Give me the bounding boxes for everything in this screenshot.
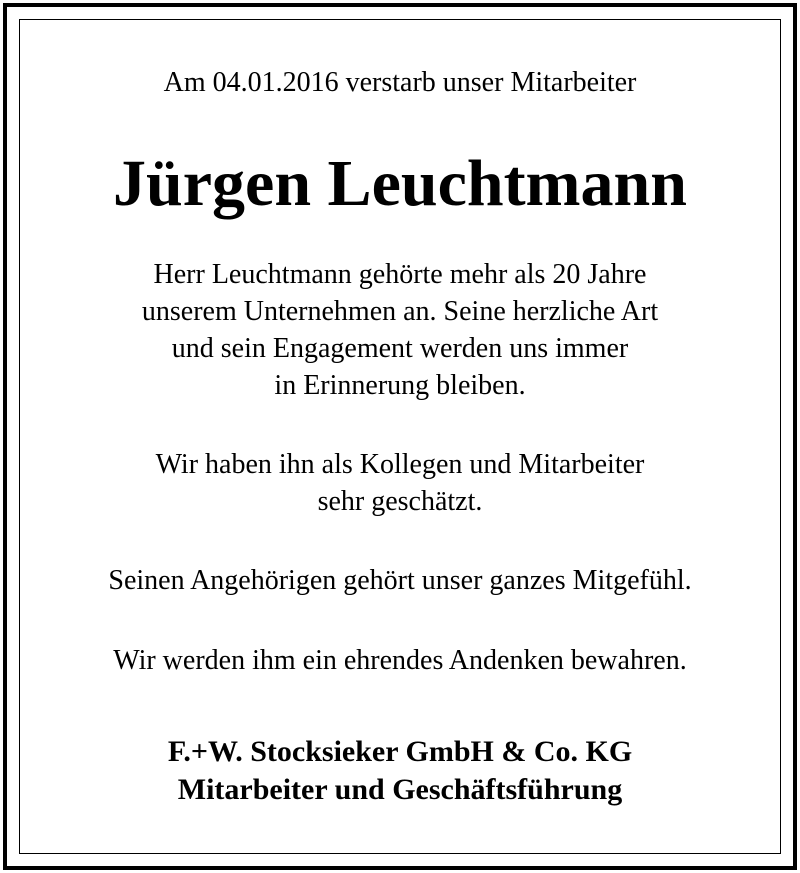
tribute-line: Herr Leuchtmann gehörte mehr als 20 Jahre	[153, 259, 647, 290]
appreciation-line: Wir haben ihn als Kollegen und Mitarbeiter	[155, 449, 645, 480]
deceased-name: Jürgen Leuchtmann	[113, 147, 687, 220]
company-name: F.+W. Stocksieker GmbH & Co. KG	[167, 735, 633, 768]
condolence-text: Seinen Angehörigen gehört unser ganzes Mitgefühl.	[108, 565, 692, 596]
appreciation-paragraph	[0, 446, 800, 520]
appreciation-line: sehr geschätzt.	[317, 486, 483, 517]
tribute-line: und sein Engagement werden uns immer	[171, 333, 629, 364]
intro-text: Am 04.01.2016 verstarb unser Mitarbeiter	[163, 67, 637, 98]
tribute-paragraph	[0, 256, 800, 404]
signature-department: Mitarbeiter und Geschäftsführung	[177, 773, 623, 806]
signature-block	[0, 733, 800, 809]
tribute-line: unserem Unternehmen an. Seine herzliche Art	[141, 296, 659, 327]
tribute-line: in Erinnerung bleiben.	[274, 370, 526, 401]
remembrance-text: Wir werden ihm ein ehrendes Andenken bewahren.	[113, 645, 687, 676]
